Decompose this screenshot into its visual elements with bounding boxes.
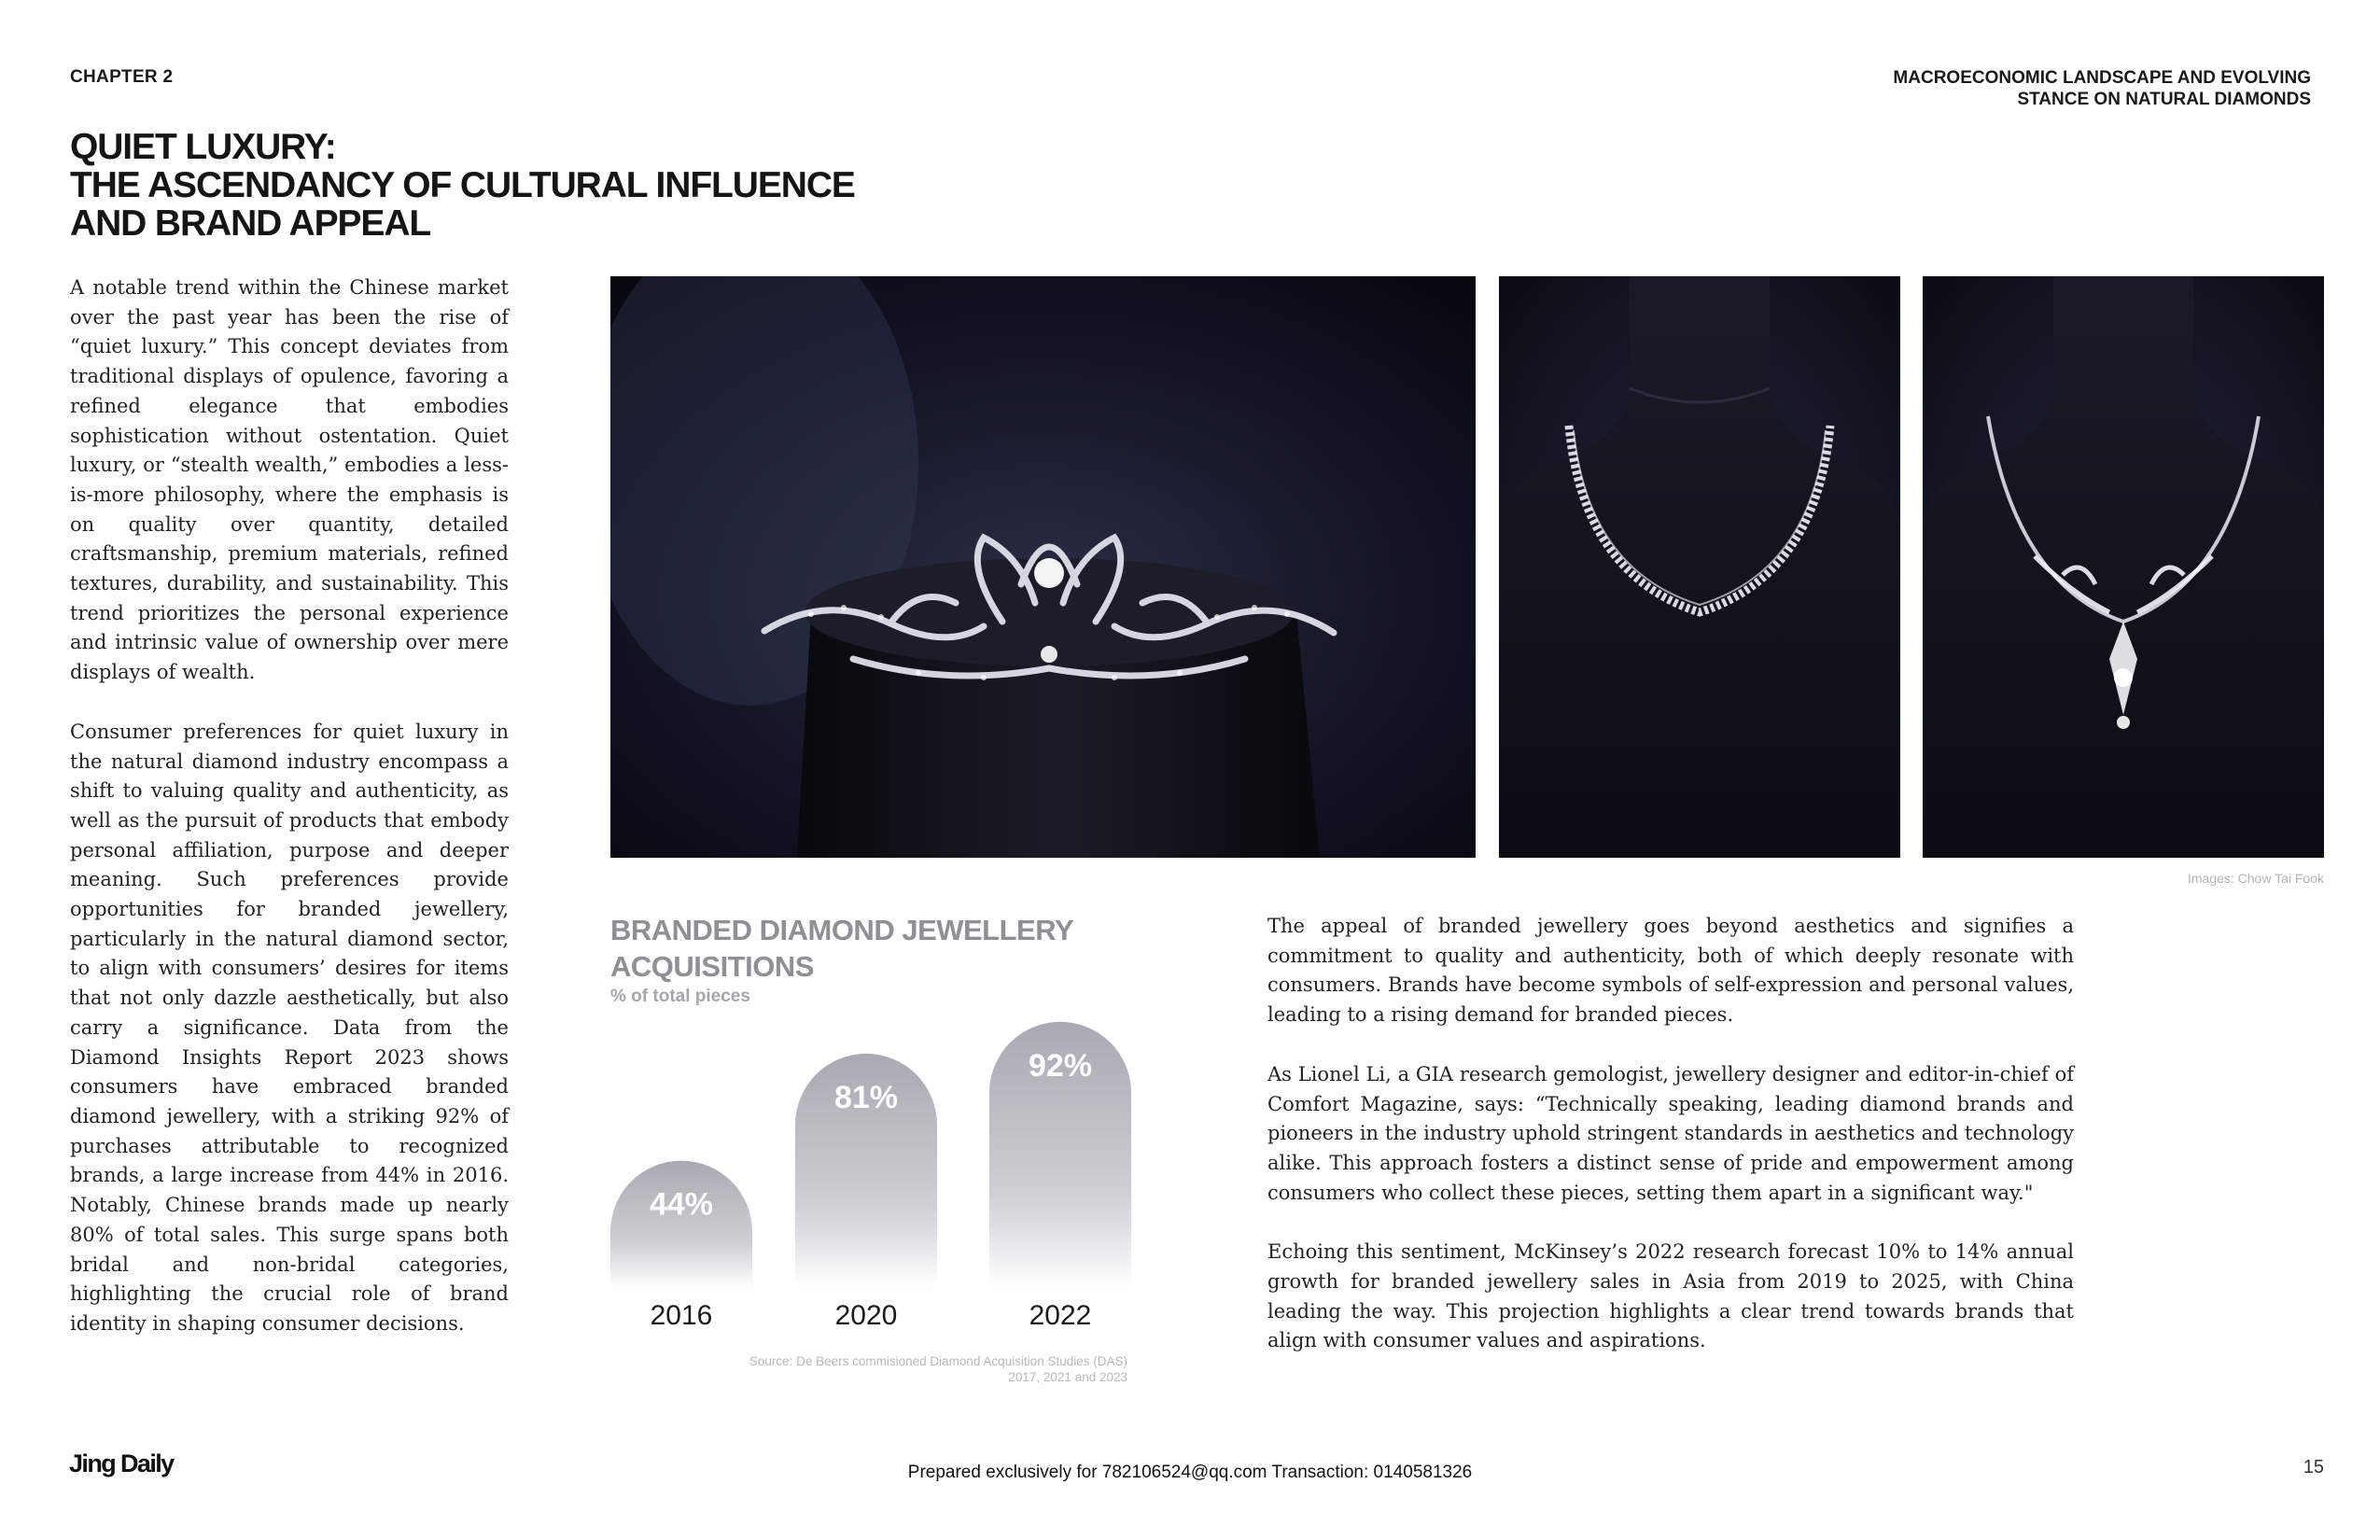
jing-daily-logo: Jing Daily xyxy=(69,1449,174,1477)
bar-value-label-2020: 81% xyxy=(833,1079,899,1115)
chart-source-line-2: 2017, 2021 and 2023 xyxy=(1008,1370,1127,1384)
section-title-line-2: STANCE ON NATURAL DIAMONDS xyxy=(2017,90,2311,109)
bar-2016 xyxy=(610,1161,752,1288)
bar-chart xyxy=(597,961,1139,1353)
page-number: 15 xyxy=(2303,1457,2324,1477)
category-label-2016: 2016 xyxy=(650,1300,713,1331)
chart-source-line-1: Source: De Beers commisioned Diamond Acquisition Studies (DAS) xyxy=(749,1354,1127,1368)
right-paragraph-1: The appeal of branded jewellery goes beyond aesthetics and signifies a commitment to quality and authenticity, both of which deeply resonate with consumers. Brands have become symbols of self-expression and personal values, leading to a rising demand for branded pieces. xyxy=(1267,915,2074,1027)
category-label-2020: 2020 xyxy=(834,1300,898,1331)
page-title-line-1: QUIET LUXURY: xyxy=(70,127,336,167)
left-paragraph-1: A notable trend within the Chinese market over the past year has been the rise of “quiet luxury.” This concept deviates from traditional displays of opulence, favoring a refined elegance that embodies sophistication without ostentation. Quiet luxury, or “stealth wealth,” embodies a less-is-more philosophy, where the emphasis is on quality over quantity, detailed craftsmanship, premium materials, refined textures, durability, and sustainability. This trend prioritizes the personal experience and intrinsic value of ownership over mere displays of wealth. xyxy=(70,276,509,684)
necklace-photo-1 xyxy=(1499,276,1900,858)
section-title-line-1: MACROECONOMIC LANDSCAPE AND EVOLVING xyxy=(1893,68,2311,88)
section-title xyxy=(1658,67,2311,110)
chart-source xyxy=(653,1353,1127,1385)
chart-subtitle: % of total pieces xyxy=(610,987,750,1006)
necklace-photo-2 xyxy=(1923,276,2324,858)
right-column-text xyxy=(1267,912,2074,1386)
image-credit: Images: Chow Tai Fook xyxy=(2187,871,2324,886)
bar-value-label-2022: 92% xyxy=(1028,1047,1093,1084)
chart-title-line-2: ACQUISITIONS xyxy=(610,950,814,983)
category-label-2022: 2022 xyxy=(1029,1300,1092,1331)
bar-value-label-2016: 44% xyxy=(649,1186,714,1223)
page-title-line-2: THE ASCENDANCY OF CULTURAL INFLUENCE xyxy=(70,165,855,205)
prepared-for-notice: Prepared exclusively for 782106524@qq.com Transaction: 0140581326 xyxy=(907,1463,1473,1482)
right-paragraph-2: As Lionel Li, a GIA research gemologist, jewellery designer and editor-in-chief of Comfort Magazine, says: “Technically speaking, leading diamond brands and pioneers in the industry uphold stringent standards in aesthetics and technology alike. This approach fosters a distinct sense of pride and empowerment among consumers who collect these pieces, setting them apart in a significant way." xyxy=(1267,1062,2074,1204)
page-title xyxy=(70,128,985,243)
left-column-text xyxy=(70,273,509,1369)
chart-title-line-1: BRANDED DIAMOND JEWELLERY xyxy=(610,914,1074,946)
page-title-line-3: AND BRAND APPEAL xyxy=(70,203,431,244)
chapter-label: CHAPTER 2 xyxy=(70,67,174,87)
left-paragraph-2: Consumer preferences for quiet luxury in the natural diamond industry encompass a shift to valuing quality and authenticity, as well as the pursuit of products that embody personal affiliation, purpose and deeper meaning. Such preferences provide opportunities for branded jewellery, particularly in the natural diamond sector, to align with consumers’ desires for items that not only dazzle aesthetically, but also carry a significance. Data from the Diamond Insights Report 2023 shows consumers have embraced branded diamond jewellery, with a striking 92% of purchases attributable to recognized brands, a large increase from 44% in 2016. Notably, Chinese brands made up nearly 80% of total sales. This surge spans both bridal and non-bridal categories, highlighting the crucial role of brand identity in shaping consumer decisions. xyxy=(70,720,509,1335)
right-paragraph-3: Echoing this sentiment, McKinsey’s 2022 research forecast 10% to 14% annual growth for branded jewellery sales in Asia from 2019 to 2025, with China leading the way. This projection highlights a clear trend towards brands that align with consumer values and aspirations. xyxy=(1267,1240,2074,1352)
tiara-photo xyxy=(610,276,1476,858)
